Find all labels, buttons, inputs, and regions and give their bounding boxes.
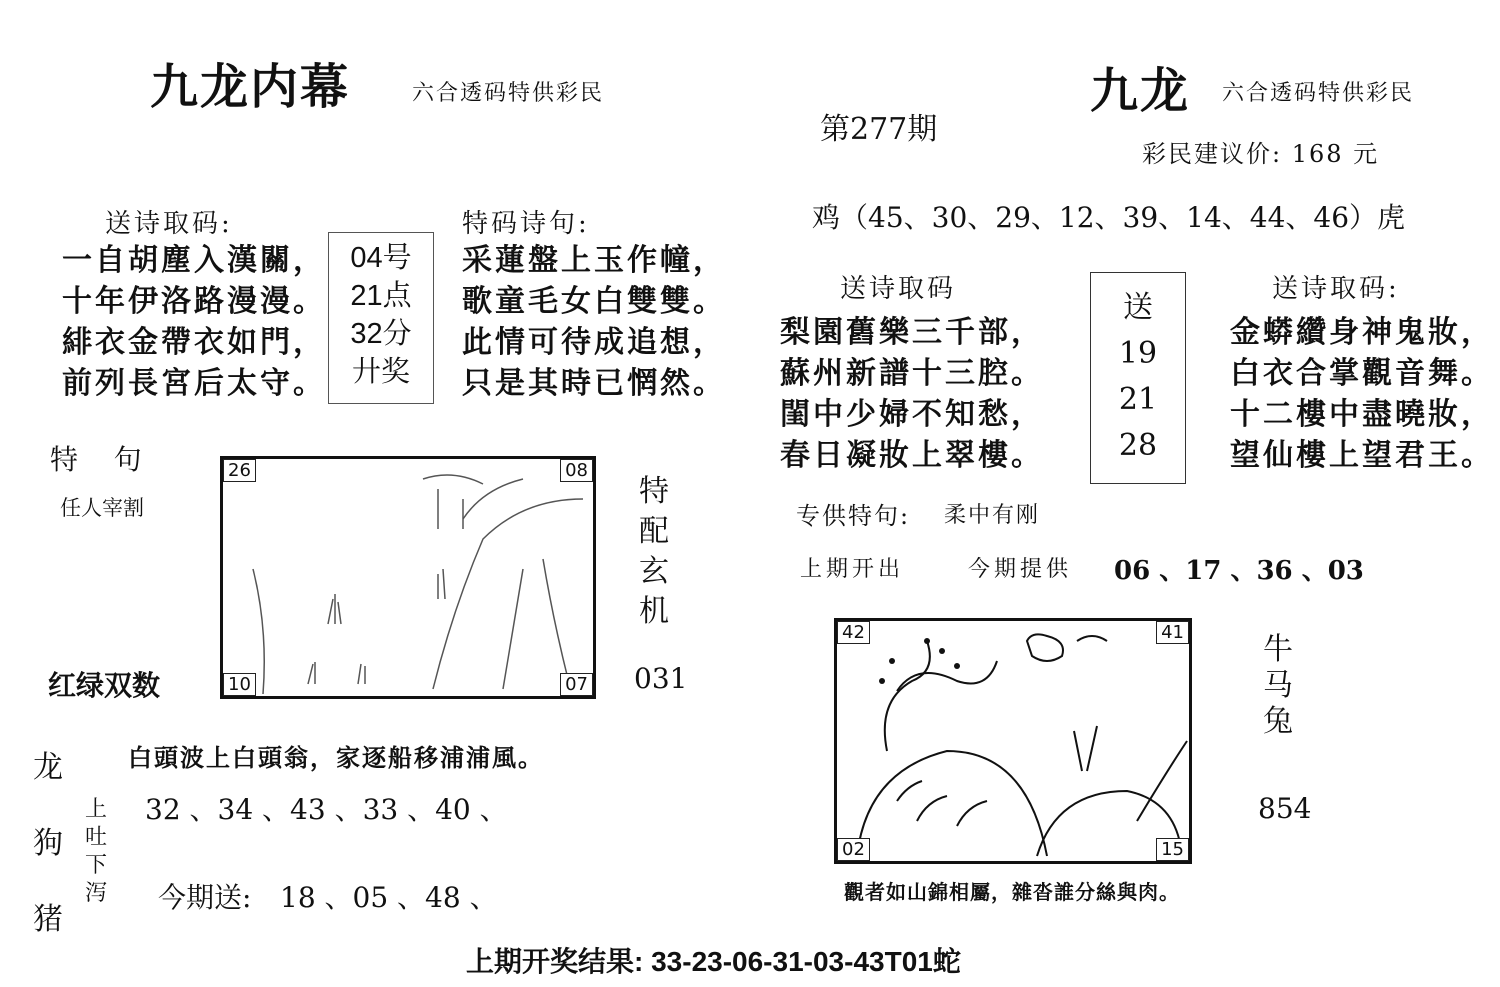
right-poem-a (780, 312, 1044, 476)
send-box-line: 21 (1118, 382, 1158, 417)
poem-line: 采蓮盤上玉作幢， (462, 243, 726, 278)
shangtu-char: 泻 (84, 881, 107, 906)
right-side-number: 854 (1258, 792, 1312, 825)
shangtu-char: 下 (84, 853, 107, 878)
zodiac-vertical (28, 748, 68, 940)
sketch-drawing (223, 459, 593, 696)
poem-line: 只是其時已惘然。 (462, 366, 726, 401)
left-poem-send (62, 240, 326, 404)
picture-tag: 26 (223, 459, 256, 482)
zodiac-char: 猪 (33, 902, 63, 937)
left-side-number: 031 (634, 662, 688, 695)
send-box-line: 19 (1118, 336, 1158, 371)
lottery-info-line: 04号 (350, 242, 412, 274)
left-subtitle: 六合透码特供彩民 (412, 81, 605, 106)
left-verse: 白頭波上白頭翁，家逐船移浦浦風。 (128, 743, 544, 772)
red-green-label: 红绿双数 (48, 669, 161, 702)
poem-line: 梨園舊樂三千部， (780, 315, 1044, 350)
picture-tag: 08 (560, 459, 593, 482)
right-poem-b (1230, 312, 1494, 476)
side-char: 马 (1263, 668, 1293, 703)
send-box-line: 28 (1118, 428, 1158, 463)
sketch-drawing (837, 621, 1189, 861)
poem-line: 十年伊洛路漫漫。 (62, 284, 326, 319)
side-char: 配 (639, 514, 669, 549)
picture-tag: 10 (223, 673, 256, 696)
right-illustration (834, 618, 1192, 864)
special-phrase-label: 特 句 (50, 443, 142, 476)
poem-line: 蘇州新譜十三腔。 (780, 356, 1044, 391)
poem-line: 望仙樓上望君王。 (1230, 438, 1494, 473)
picture-tag: 41 (1156, 621, 1189, 644)
lottery-info-line: 32分 (350, 318, 412, 350)
send-box-line: 送 (1123, 290, 1153, 325)
picture-tag: 42 (837, 621, 870, 644)
shangtu-char: 吐 (84, 825, 107, 850)
right-special-label: 专供特句: (796, 502, 911, 530)
right-poem-b-head: 送诗取码: (1272, 274, 1400, 304)
provide-label: 今期提供 (968, 557, 1073, 582)
poem-line: 緋衣金帶衣如門， (62, 325, 326, 360)
picture-tag: 02 (837, 838, 870, 861)
send-label: 今期送: (158, 881, 252, 914)
shangtu-vertical (78, 796, 114, 908)
side-char: 玄 (639, 554, 669, 589)
poem-line: 白衣合掌觀音舞。 (1230, 356, 1494, 391)
poem-line: 一自胡塵入漢關， (62, 243, 326, 278)
left-title: 九龙内幕 (150, 59, 351, 115)
price: 彩民建议价: 168 元 (1142, 140, 1380, 168)
right-poem-a-head: 送诗取码 (840, 274, 957, 304)
right-side-vertical (1258, 632, 1298, 740)
shangtu-char: 上 (84, 797, 107, 822)
poem-line: 歌童毛女白雙雙。 (462, 284, 726, 319)
lottery-info-box (328, 232, 434, 404)
lottery-info-line: 21点 (350, 280, 412, 312)
numbers-row: 32 、34 、43 、33 、40 、 (145, 793, 508, 826)
right-caption: 觀者如山錦相屬，雜沓誰分絲與肉。 (844, 880, 1180, 904)
left-illustration (220, 456, 596, 699)
zodiac-line: 鸡（45、30、29、12、39、14、44、46）虎 (812, 201, 1406, 234)
poem-line: 春日凝妝上翠樓。 (780, 438, 1044, 473)
left-poem-special (462, 240, 726, 404)
send-numbers: 18 、05 、48 、 (280, 881, 498, 914)
zodiac-char: 龙 (33, 750, 63, 785)
poem-line: 十二樓中盡曉妝， (1230, 397, 1494, 432)
send-box (1090, 272, 1186, 484)
picture-tag: 15 (1156, 838, 1189, 861)
side-char: 牛 (1263, 632, 1293, 667)
issue-number: 第277期 (820, 112, 938, 147)
left-poem-special-head: 特码诗句: (462, 209, 590, 239)
right-special-phrase: 柔中有刚 (944, 503, 1041, 528)
side-char: 机 (639, 594, 669, 629)
last-draw-result: 上期开奖结果: 33-23-06-31-03-43T01蛇 (466, 946, 961, 977)
poem-line: 此情可待成追想， (462, 325, 726, 360)
provide-numbers: 06 、17 、36 、03 (1114, 556, 1364, 586)
right-title: 九龙 (1090, 63, 1191, 119)
zodiac-char: 狗 (33, 826, 63, 861)
left-poem-send-head: 送诗取码: (105, 209, 233, 239)
last-label: 上期开出 (800, 557, 905, 582)
right-subtitle: 六合透码特供彩民 (1222, 81, 1415, 106)
picture-tag: 07 (560, 673, 593, 696)
left-side-vertical (634, 472, 674, 632)
side-char: 特 (639, 474, 669, 509)
side-char: 兔 (1263, 704, 1293, 739)
special-phrase: 任人宰割 (60, 496, 144, 520)
lottery-info-line: 廾奖 (351, 356, 410, 388)
poem-line: 閨中少婦不知愁， (780, 397, 1044, 432)
poem-line: 前列長宮后太守。 (62, 366, 326, 401)
poem-line: 金蟒纘身神鬼妝， (1230, 315, 1494, 350)
